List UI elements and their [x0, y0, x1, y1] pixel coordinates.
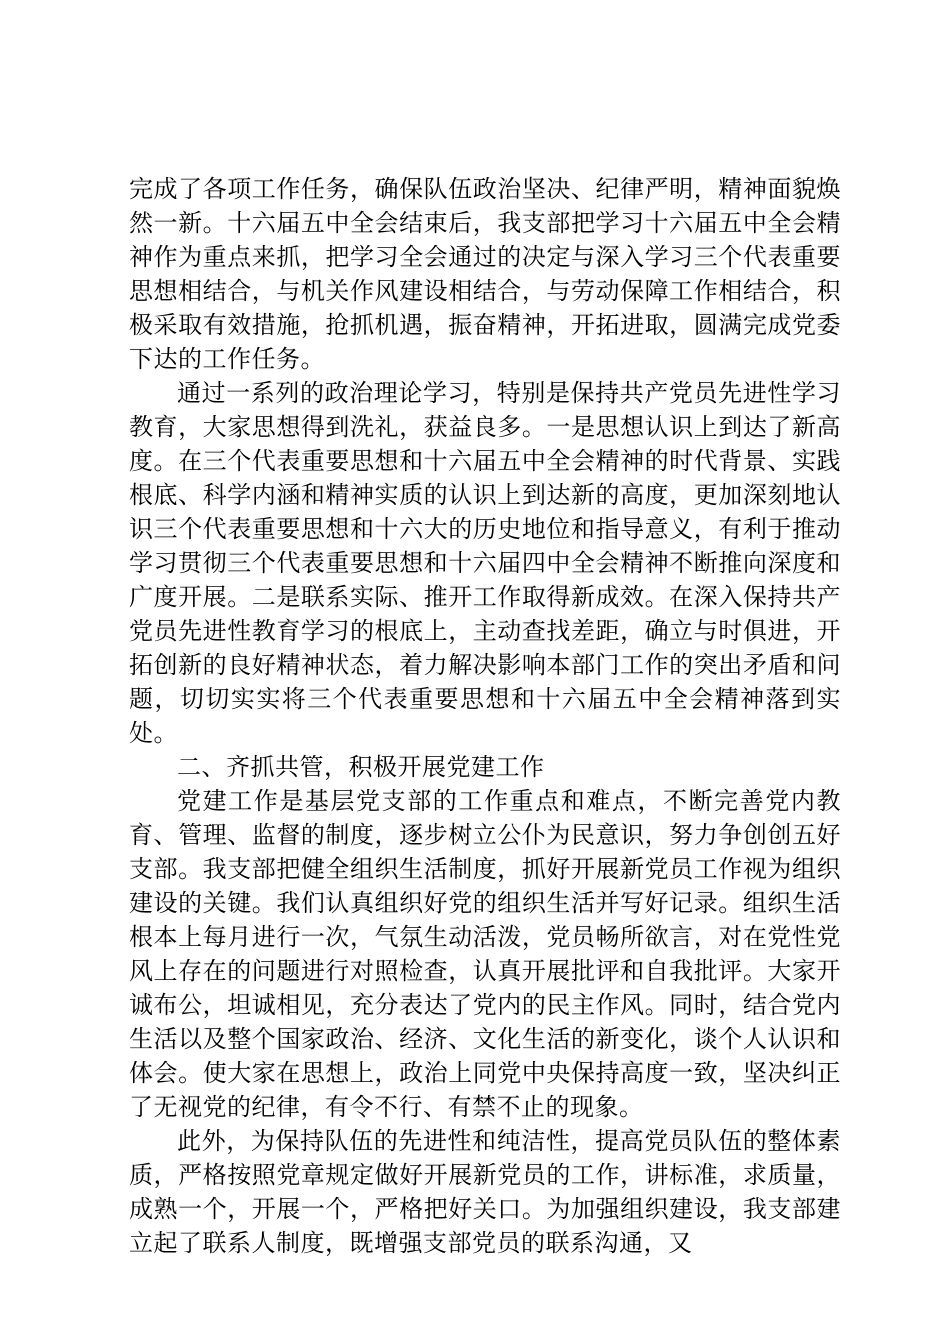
paragraph-4: 此外，为保持队伍的先进性和纯洁性，提高党员队伍的整体素质，严格按照党章规定做好开展新党员的工作，讲标准，求质量，成熟一个，开展一个，严格把好关口。为加强组织建设，我支部建立起了联系人制度，既增强支部党员的联系沟通，又: [129, 1127, 841, 1257]
paragraph-2: 通过一系列的政治理论学习，特别是保持共产党员先进性学习教育，大家思想得到洗礼，获益良多。一是思想认识上到达了新高度。在三个代表重要思想和十六届五中全会精神的时代背景、实践根底、科学内涵和精神实质的认识上到达新的高度，更加深刻地认识三个代表重要思想和十六大的历史地位和指导意义，有利于推动学习贯彻三个代表重要思想和十六届四中全会精神不断推向深度和广度开展。二是联系实际、推开工作取得新成效。在深入保持共产党员先进性教育学习的根底上，主动查找差距，确立与时俱进，开拓创新的良好精神状态，着力解决影响本部门工作的突出矛盾和问题，切切实实将三个代表重要思想和十六届五中全会精神落到实处。: [129, 379, 841, 747]
paragraph-3: 党建工作是基层党支部的工作重点和难点，不断完善党内教育、管理、监督的制度，逐步树立公仆为民意识，努力争创创五好支部。我支部把健全组织生活制度，抓好开展新党员工作视为组织建设的关键。我们认真组织好党的组织生活并写好记录。组织生活根本上每月进行一次，气氛生动活泼，党员畅所欲言，对在党性党风上存在的问题进行对照检查，认真开展批评和自我批评。大家开诚布公，坦诚相见，充分表达了党内的民主作风。同时，结合党内生活以及整个国家政治、经济、文化生活的新变化，谈个人认识和体会。使大家在思想上，政治上同党中央保持高度一致，坚决纠正了无视党的纪律，有令不行、有禁不止的现象。: [129, 787, 841, 1121]
paragraph-1: 完成了各项工作任务，确保队伍政治坚决、纪律严明，精神面貌焕然一新。十六届五中全会结束后，我支部把学习十六届五中全会精神作为重点来抓，把学习全会通过的决定与深入学习三个代表重要思想相结合，与机关作风建设相结合，与劳动保障工作相结合，积极采取有效措施，抢抓机遇，振奋精神，开拓进取，圆满完成党委下达的工作任务。: [129, 175, 841, 373]
section-heading: 二、齐抓共管，积极开展党建工作: [177, 753, 545, 781]
document-body: [129, 172, 841, 1260]
